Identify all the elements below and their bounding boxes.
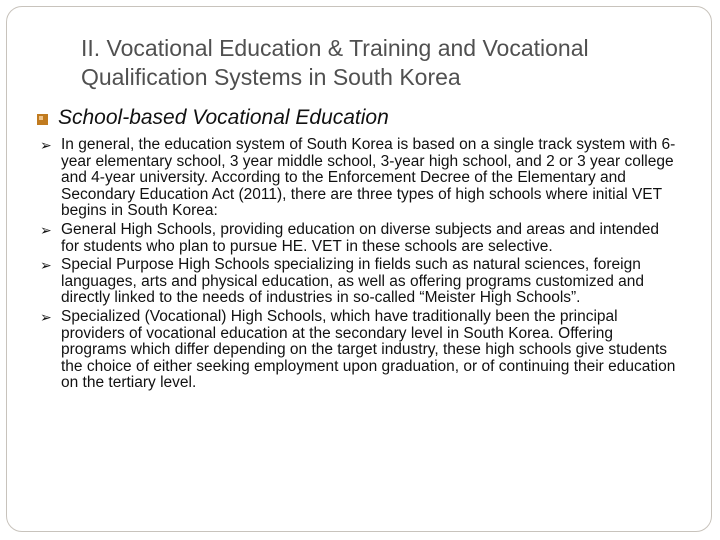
section-heading <box>37 106 697 130</box>
arrowhead-bullet-icon: ➢ <box>40 308 52 325</box>
bullet-item <box>40 257 680 307</box>
arrowhead-bullet-icon: ➢ <box>40 221 52 238</box>
bullet-item <box>40 137 680 220</box>
bullet-item <box>40 309 680 392</box>
bullet-list <box>40 137 680 394</box>
arrowhead-bullet-icon: ➢ <box>40 137 52 153</box>
section-title: School-based Vocational Education <box>58 106 389 129</box>
bullet-text: Specialized (Vocational) High Schools, which have traditionally been the principal providers of vocational education at the secondary level in South Korea. Offering programs which differ depending on the target industry, these high schools give students the choice of either seeking employment upon graduation, or of continuing their education on the tertiary level. <box>61 307 676 392</box>
slide-title: II. Vocational Education & Training and Vocational Qualification Systems in South Korea <box>81 35 589 90</box>
bullet-text: General High Schools, providing education on diverse subjects and areas and intended for students who plan to pursue HE. VET in these schools are selective. <box>61 220 659 255</box>
bullet-text: Special Purpose High Schools specializing in fields such as natural sciences, foreign languages, arts and physical education, as well as offering programs customized and directly linked to the needs of industries in so-called “Meister High Schools”. <box>61 256 645 307</box>
arrowhead-bullet-icon: ➢ <box>40 257 52 274</box>
square-bullet-icon <box>37 114 48 125</box>
bullet-item <box>40 222 680 255</box>
bullet-text: In general, the education system of South Korea is based on a single track system with 6-year elementary school, 3 year middle school, 3-year high school, and 2 or 3 year college and 4-year university. According to the Enforcement Decree of the Elementary and Secondary Education Act (2011), there are three types of high schools where initial VET begins in South Korea: <box>61 136 676 220</box>
